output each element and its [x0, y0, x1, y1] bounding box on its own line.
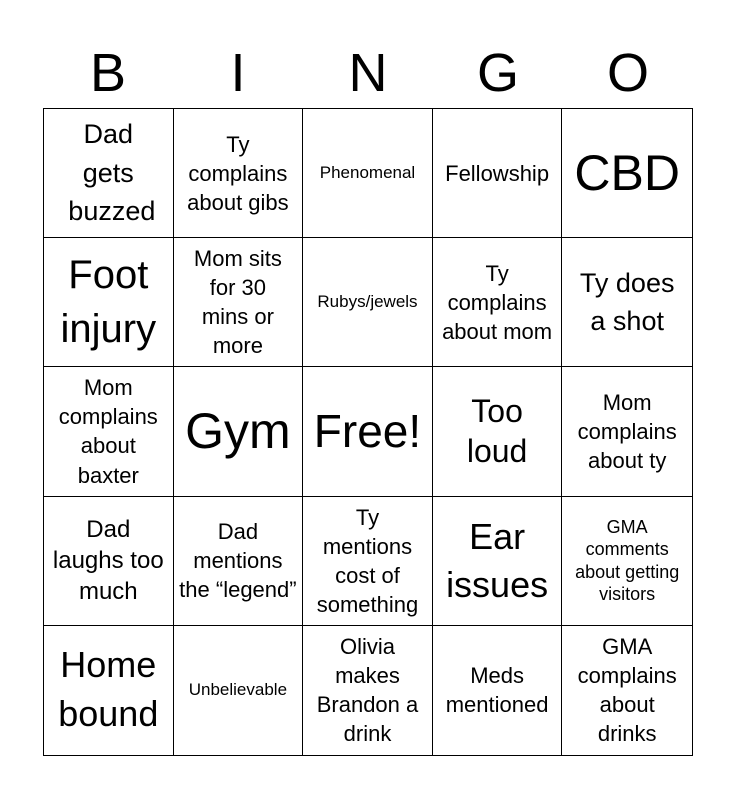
cell-text: Dad laughs too much [52, 515, 164, 606]
cell-text: Fellowship [445, 160, 550, 186]
bingo-cell-1-4[interactable] [433, 109, 563, 238]
bingo-cell-4-2[interactable] [174, 497, 304, 626]
header-letter-o: O [606, 43, 649, 103]
cell-text: Mom complains about ty [577, 389, 677, 473]
cell-text: Dad gets buzzed [68, 119, 156, 227]
header-letter-g: G [476, 43, 519, 103]
cell-text: Free! [313, 405, 422, 458]
bingo-cell-3-2[interactable] [174, 367, 304, 496]
header-letter-n: N [348, 43, 388, 103]
cell-text: Meds mentioned [445, 663, 549, 718]
cell-text: Ear issues [446, 515, 549, 605]
header-letter-i: I [230, 43, 246, 103]
bingo-cell-4-5[interactable] [562, 497, 692, 626]
cell-text: Ty mentions cost of something [316, 504, 419, 617]
cell-text: Phenomenal [319, 162, 416, 182]
bingo-cell-4-1[interactable] [44, 497, 174, 626]
bingo-cell-5-3[interactable] [303, 626, 433, 755]
bingo-cell-1-2[interactable] [174, 109, 304, 238]
bingo-cell-1-3[interactable] [303, 109, 433, 238]
bingo-cell-2-4[interactable] [433, 238, 563, 367]
cell-text: CBD [574, 145, 680, 202]
cell-text: Foot injury [60, 253, 157, 352]
cell-text: GMA complains about drinks [577, 634, 677, 747]
bingo-cell-5-4[interactable] [433, 626, 563, 755]
bingo-cell-3-5[interactable] [562, 367, 692, 496]
bingo-cell-5-2[interactable] [174, 626, 304, 755]
cell-text: Gym [185, 403, 291, 460]
cell-text: Mom complains about baxter [58, 375, 158, 488]
bingo-cell-4-3[interactable] [303, 497, 433, 626]
cell-text: GMA comments about getting visitors [575, 516, 680, 605]
bingo-cell-1-5[interactable] [562, 109, 692, 238]
bingo-cell-5-1[interactable] [44, 626, 174, 755]
header-letter-b: B [89, 43, 127, 103]
cell-text: Ty does a shot [579, 267, 675, 337]
cell-text: Ty complains about gibs [187, 131, 289, 215]
bingo-cell-2-2[interactable] [174, 238, 304, 367]
cell-text: Home bound [58, 644, 159, 735]
bingo-board [43, 108, 693, 756]
bingo-cell-2-3[interactable] [303, 238, 433, 367]
bingo-cell-5-5[interactable] [562, 626, 692, 755]
cell-text: Ty complains about mom [442, 260, 553, 344]
bingo-header [43, 38, 693, 108]
bingo-cell-2-1[interactable] [44, 238, 174, 367]
cell-text: Mom sits for 30 mins or more [193, 246, 282, 359]
bingo-cell-2-5[interactable] [562, 238, 692, 367]
cell-text: Unbelievable [188, 680, 288, 700]
cell-text: Olivia makes Brandon a drink [316, 634, 419, 747]
bingo-cell-1-1[interactable] [44, 109, 174, 238]
cell-text: Too loud [466, 393, 528, 470]
bingo-cell-3-1[interactable] [44, 367, 174, 496]
bingo-cell-3-4[interactable] [433, 367, 563, 496]
cell-text: Dad mentions the “legend” [179, 519, 297, 603]
bingo-cell-3-3[interactable] [303, 367, 433, 496]
cell-text: Rubys/jewels [317, 292, 418, 312]
bingo-cell-4-4[interactable] [433, 497, 563, 626]
